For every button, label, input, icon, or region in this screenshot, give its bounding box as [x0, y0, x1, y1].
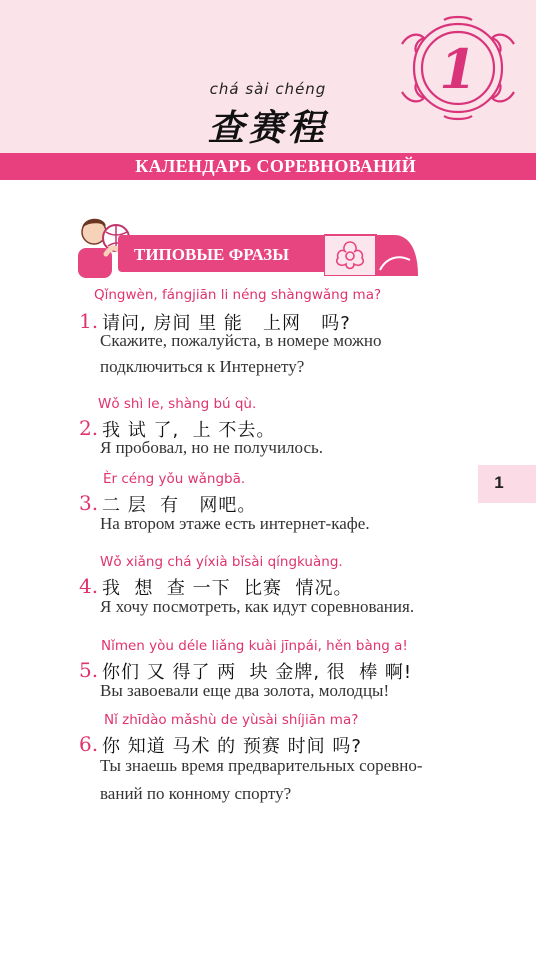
phrase-number: 6. [79, 732, 99, 756]
chapter-tab-number: 1 [494, 473, 504, 492]
title-pinyin: chá sài chéng [209, 80, 327, 98]
phrase-russian-line: На втором этаже есть интернет-кафе. [100, 514, 370, 533]
phrase-number: 4. [79, 574, 99, 598]
phrase-chinese: 请问, 房间 里 能 上网 吗? [102, 313, 351, 334]
phrase-russian-line: ваний по конному спорту? [100, 784, 292, 803]
phrase-pinyin: Wǒ shì le, shàng bú qù. [98, 396, 257, 412]
phrase-russian-line: Я хочу посмотреть, как идут соревнования. [100, 597, 415, 616]
phrase-number: 1. [79, 309, 99, 333]
phrase-russian-line: подключиться к Интернету? [100, 357, 305, 376]
section-title: ТИПОВЫЕ ФРАЗЫ [134, 245, 289, 264]
phrase-pinyin: Qǐngwèn, fángjiān li néng shàngwǎng ma? [94, 287, 382, 303]
flower-badge-icon [324, 230, 418, 276]
phrase-number: 5. [79, 658, 99, 682]
phrase-pinyin: Nǐ zhīdào mǎshù de yùsài shíjiān ma? [104, 712, 359, 728]
phrase-russian-line: Скажите, пожалуйста, в номере можно [100, 331, 382, 350]
phrase-russian-line: Ты знаешь время предварительных соревно- [100, 756, 423, 775]
phrase-chinese: 你 知道 马术 的 预赛 时间 吗? [102, 736, 362, 757]
phrase-chinese: 你们 又 得了 两 块 金牌, 很 棒 啊! [102, 662, 413, 683]
phrase-russian-line: Я пробовал, но не получилось. [100, 438, 324, 457]
ornament-numeral: 1 [439, 37, 477, 101]
phrase-pinyin: Nǐmen yòu déle liǎng kuài jīnpái, hěn bàng a! [101, 638, 408, 654]
phrase-chinese: 二 层 有 网吧。 [102, 495, 257, 516]
page-title: 查赛程 [207, 108, 328, 149]
phrase-number: 2. [79, 416, 99, 440]
phrase-number: 3. [79, 491, 99, 515]
phrase-chinese: 我 试 了, 上 不去。 [102, 420, 276, 441]
phrase-russian-line: Вы завоевали еще два золота, молодцы! [100, 681, 390, 700]
phrase-pinyin: Èr céng yǒu wǎngbā. [103, 471, 246, 487]
phrase-chinese: 我 想 查 一下 比赛 情况。 [102, 578, 353, 599]
phrase-pinyin: Wǒ xiǎng chá yíxià bǐsài qíngkuàng. [100, 554, 343, 570]
page-subtitle: КАЛЕНДАРЬ СОРЕВНОВАНИЙ [135, 156, 416, 176]
